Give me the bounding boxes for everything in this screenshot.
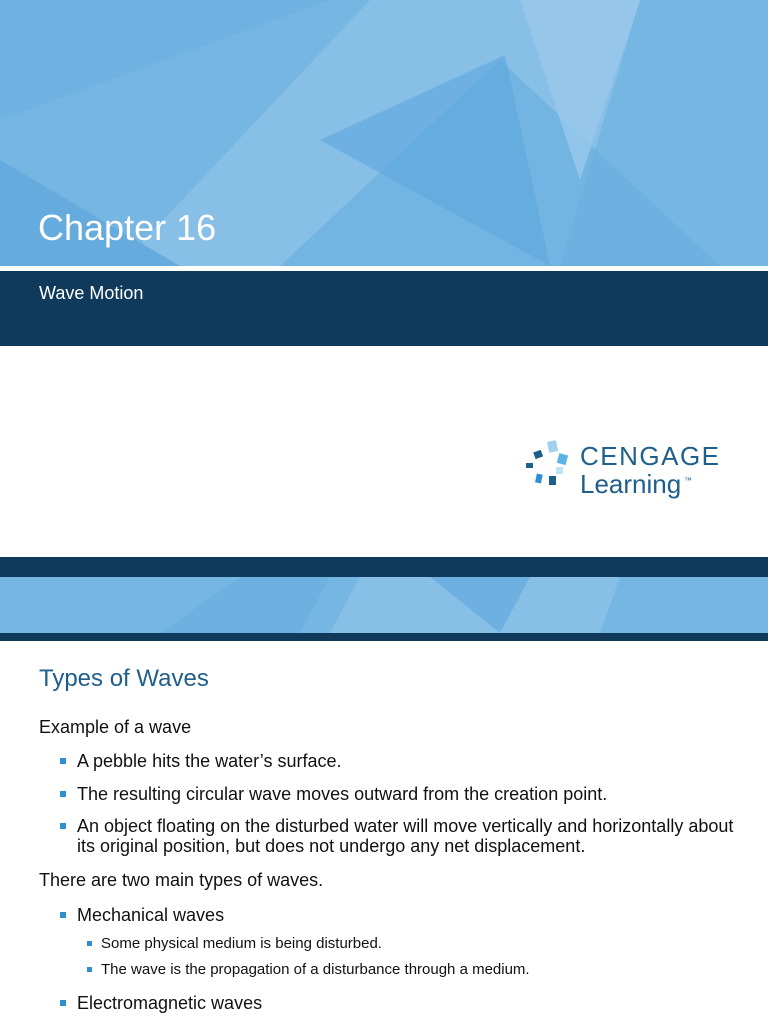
- sub-bullet-item: Some physical medium is being disturbed.: [101, 935, 382, 952]
- electromagnetic-waves-item: Electromagnetic waves: [77, 993, 263, 1013]
- sub-bullet-square-icon: [87, 967, 92, 972]
- sub-bullet-square-icon: [87, 941, 92, 946]
- logo-word-learning: Learning: [580, 469, 682, 499]
- slide2-banner-shapes: [0, 577, 768, 633]
- intro-text: Example of a wave: [39, 717, 192, 737]
- bullet-square-icon: [60, 823, 66, 829]
- cengage-logo-mark-icon: [522, 436, 578, 492]
- mechanical-waves-item: Mechanical waves: [77, 905, 225, 925]
- bullet-square-icon: [60, 791, 66, 797]
- bullet-item: An object floating on the disturbed water will move vertically and horizontally about its original position, but does not undergo any net displacement.: [77, 816, 734, 856]
- slide2-banner: [0, 577, 768, 633]
- bullet-item: A pebble hits the water’s surface.: [77, 751, 342, 771]
- title-banner: [0, 0, 768, 266]
- logo-trademark: ™: [684, 476, 692, 485]
- bullet-item: The resulting circular wave moves outward from the creation point.: [77, 784, 608, 804]
- types-intro-text: There are two main types of waves.: [39, 870, 324, 890]
- chapter-title: Chapter 16: [38, 207, 217, 248]
- slide2-top-bar: [0, 557, 768, 577]
- slide2-bottom-bar: [0, 633, 768, 641]
- cengage-logo: [522, 436, 722, 506]
- bullet-square-icon: [60, 912, 66, 918]
- bullet-square-icon: [60, 758, 66, 764]
- chapter-subtitle: Wave Motion: [39, 283, 144, 303]
- slide-title: Types of Waves: [39, 665, 209, 692]
- sub-bullet-item: The wave is the propagation of a disturbance through a medium.: [101, 961, 530, 978]
- logo-word-cengage: CENGAGE: [580, 441, 721, 471]
- bullet-square-icon: [60, 1000, 66, 1006]
